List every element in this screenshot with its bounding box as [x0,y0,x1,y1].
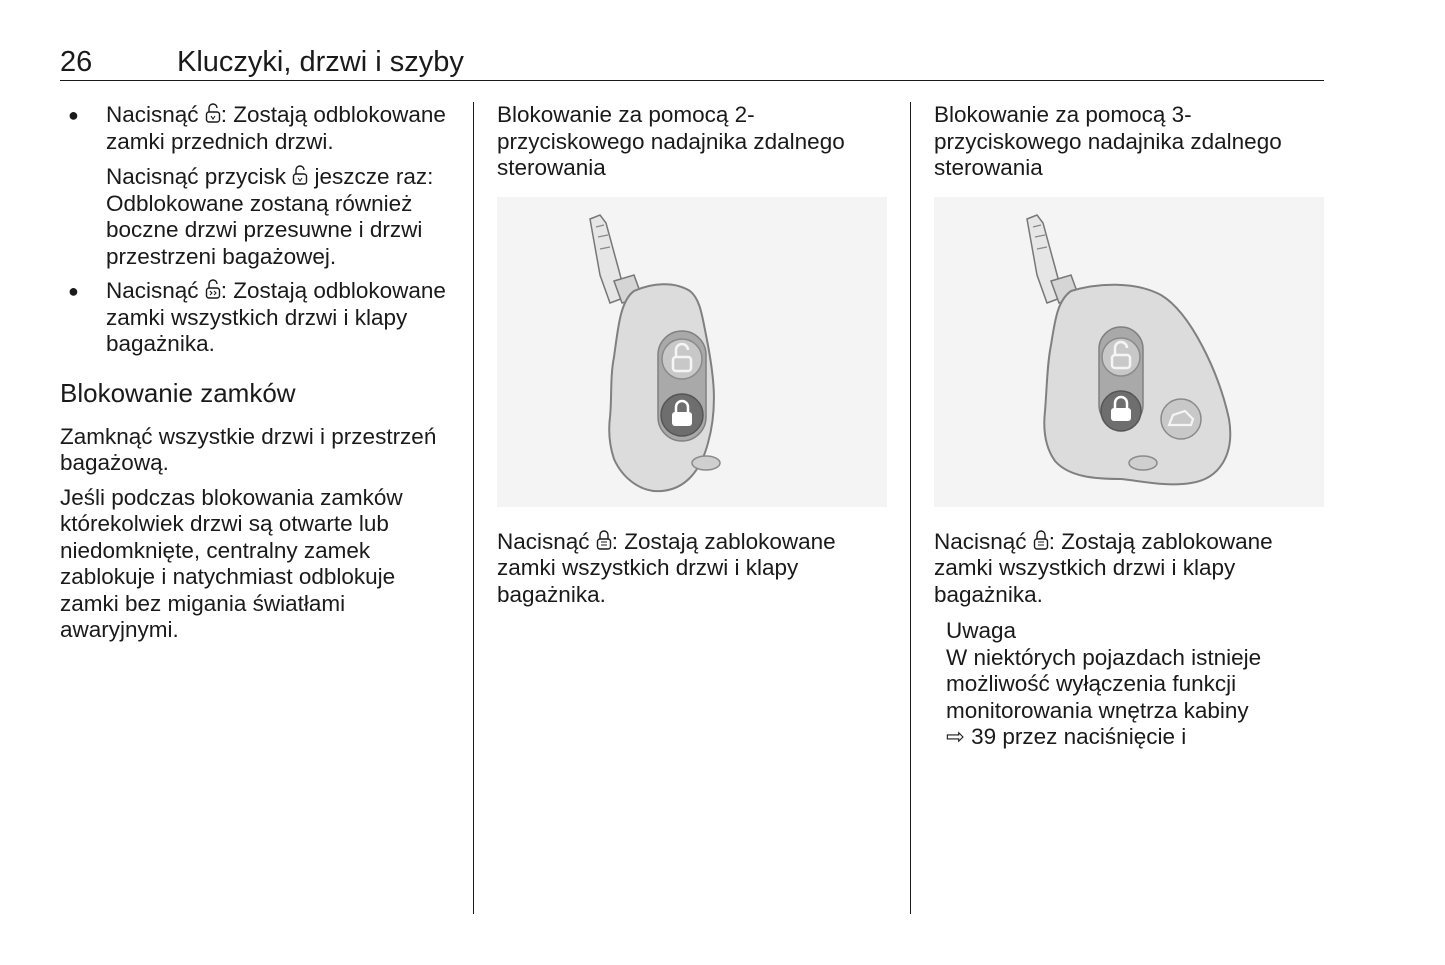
section-heading-2-button: Blokowanie za pomocą 2-przyciskowego nadajnika zdalnego sterowania [497,102,845,180]
key-fob-2-button [497,197,887,507]
bullet-text: Nacisnąć [106,278,205,303]
bullet-text: Nacisnąć [106,102,205,127]
column-middle [497,102,892,608]
sub-text: jeszcze raz: Odblokowane zostaną również boczne drzwi przesuwne i drzwi przestrzeni bagażowej. [106,164,434,269]
note-box [934,618,1329,751]
bullet-dot: ● [68,105,79,125]
paragraph-lock-all [497,529,892,609]
key-fob-3-button [934,197,1324,507]
bullet-subparagraph [60,164,460,270]
lock-text: Nacisnąć [934,528,1033,554]
lock-icon [1033,529,1049,551]
paragraph-locking-info: Jeśli podczas blokowania zamków którekolwiek drzwi są otwarte lub niedomknięte, centralny zamek zablokuje i natychmiast odblokuje zamki bez migania światłami awaryjnymi. [60,484,403,642]
unlock-icon [292,164,308,186]
note-title: Uwaga [946,618,1017,643]
bullet-unlock-front [60,102,460,155]
page-reference[interactable]: 39 przez naciśnięcie i [964,724,1187,749]
note-body: W niektórych pojazdach istnieje możliwość wyłączenia funkcji monitorowania wnętrza kabiny [946,644,1262,723]
note-text [946,645,1329,751]
section-heading-3-button: Blokowanie za pomocą 3-przyciskowego nadajnika zdalnego sterowania [934,102,1282,180]
paragraph-lock-all [934,529,1329,609]
lock-text: Nacisnąć [497,528,596,554]
unlock-icon [205,102,221,124]
paragraph-close-doors: Zamknąć wszystkie drzwi i przestrzeń bagażową. [60,423,437,475]
column-divider [473,102,474,914]
bullet-text: : Zostają odblokowane zamki wszystkich drzwi i klapy bagażnika. [106,278,446,356]
lock-icon [596,529,612,551]
chapter-title: Kluczyki, drzwi i szyby [177,46,464,78]
lock-text: : Zostają zablokowane zamki wszystkich drzwi i klapy bagażnika. [934,528,1273,607]
page-header [60,44,1324,81]
unlock-all-icon [205,278,221,300]
sub-text: Nacisnąć przycisk [106,164,293,189]
column-right [934,102,1329,751]
column-left [60,102,460,644]
section-heading-locking: Blokowanie zamków [60,377,296,408]
bullet-text: : Zostają odblokowane zamki przednich drzwi. [106,102,446,154]
page-number: 26 [60,46,93,78]
column-divider [910,102,911,914]
page-reference-arrow-icon: ⇨ [946,724,965,749]
bullet-unlock-all [60,278,460,358]
lock-text: : Zostają zablokowane zamki wszystkich drzwi i klapy bagażnika. [497,528,836,607]
bullet-dot: ● [68,281,79,301]
